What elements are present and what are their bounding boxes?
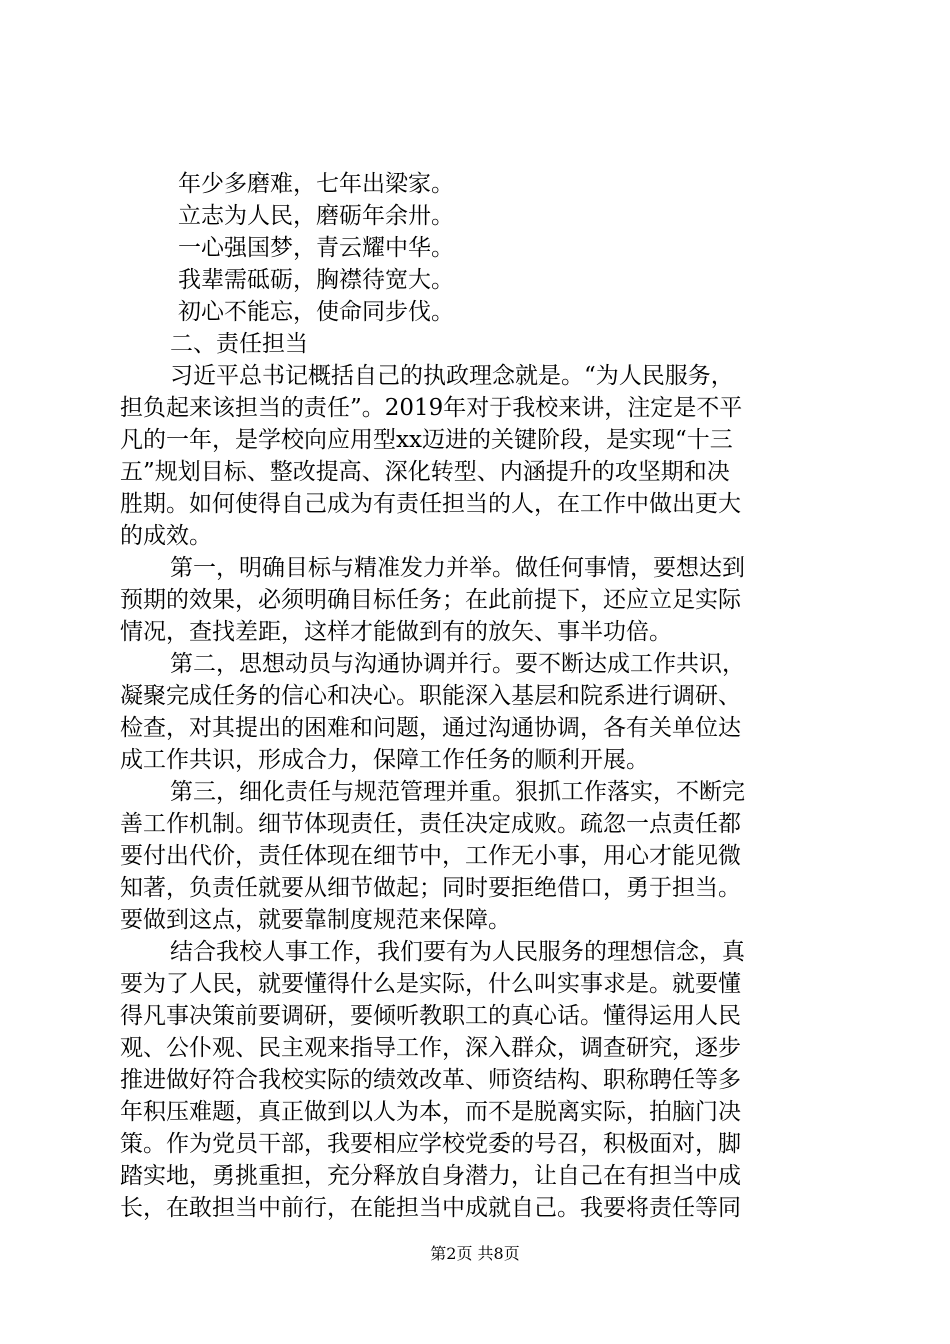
paragraph-line: 要为了人民，就要懂得什么是实际，什么叫实事求是。就要懂 [120,971,741,997]
paragraph-line: 长，在敢担当中前行，在能担当中成就自己。我要将责任等同 [120,1195,741,1221]
poem-line: 一心强国梦，青云耀中华。 [178,235,454,261]
poem-line: 年少多磨难，七年出梁家。 [178,171,454,197]
paragraph-line: 情况，查找差距，这样才能做到有的放矢、事半功倍。 [120,619,672,645]
paragraph-line: 凝聚完成任务的信心和决心。职能深入基层和院系进行调研、 [120,683,741,709]
document-content [120,168,832,1224]
paragraph-line: 凡的一年，是学校向应用型xx迈进的关键阶段，是实现“十三 [120,427,733,453]
paragraph-line: 善工作机制。细节体现责任，责任决定成败。疏忽一点责任都 [120,811,741,837]
paragraph-line: 预期的效果，必须明确目标任务；在此前提下，还应立足实际 [120,587,741,613]
document-body [120,168,832,1224]
poem-line: 初心不能忘，使命同步伐。 [178,299,454,325]
paragraph-line: 知著，负责任就要从细节做起；同时要拒绝借口，勇于担当。 [120,875,741,901]
paragraph-line: 观、公仆观、民主观来指导工作，深入群众，调查研究，逐步 [120,1035,741,1061]
poem-line: 立志为人民，磨砺年余卅。 [178,203,454,229]
paragraph-line: 成工作共识，形成合力，保障工作任务的顺利开展。 [120,747,649,773]
page-number-label: 第2页 共8页 [430,1244,520,1263]
paragraph-line: 结合我校人事工作，我们要有为人民服务的理想信念，真 [170,939,745,965]
paragraph-line: 踏实地，勇挑重担，充分释放自身潜力，让自己在有担当中成 [120,1163,741,1189]
paragraph-line: 年积压难题，真正做到以人为本，而不是脱离实际，拍脑门决 [120,1099,741,1125]
paragraph-line: 策。作为党员干部，我要相应学校党委的号召，积极面对，脚 [120,1131,741,1157]
paragraph-line: 第三，细化责任与规范管理并重。狠抓工作落实，不断完 [170,779,745,805]
paragraph-line: 五”规划目标、整改提高、深化转型、内涵提升的攻坚期和决 [120,459,730,485]
paragraph-line: 要付出代价，责任体现在细节中，工作无小事，用心才能见微 [120,843,741,869]
poem-line: 我辈需砥砺，胸襟待宽大。 [178,267,454,293]
paragraph-line: 习近平总书记概括自己的执政理念就是。“为人民服务， [170,363,734,389]
paragraph-line: 担负起来该担当的责任”。2019年对于我校来讲，注定是不平 [120,395,743,421]
section-heading: 二、责任担当 [170,331,308,357]
page-footer [0,1244,950,1264]
paragraph-line: 第二，思想动员与沟通协调并行。要不断达成工作共识， [170,651,745,677]
paragraph-line: 的成效。 [120,523,212,549]
paragraph-line: 要做到这点，就要靠制度规范来保障。 [120,907,511,933]
paragraph-line: 第一，明确目标与精准发力并举。做任何事情，要想达到 [170,555,745,581]
paragraph-line: 得凡事决策前要调研，要倾听教职工的真心话。懂得运用人民 [120,1003,741,1029]
paragraph-line: 推进做好符合我校实际的绩效改革、师资结构、职称聘任等多 [120,1067,741,1093]
paragraph-line: 检查，对其提出的困难和问题，通过沟通协调，各有关单位达 [120,715,741,741]
paragraph-line: 胜期。如何使得自己成为有责任担当的人，在工作中做出更大 [120,491,741,517]
